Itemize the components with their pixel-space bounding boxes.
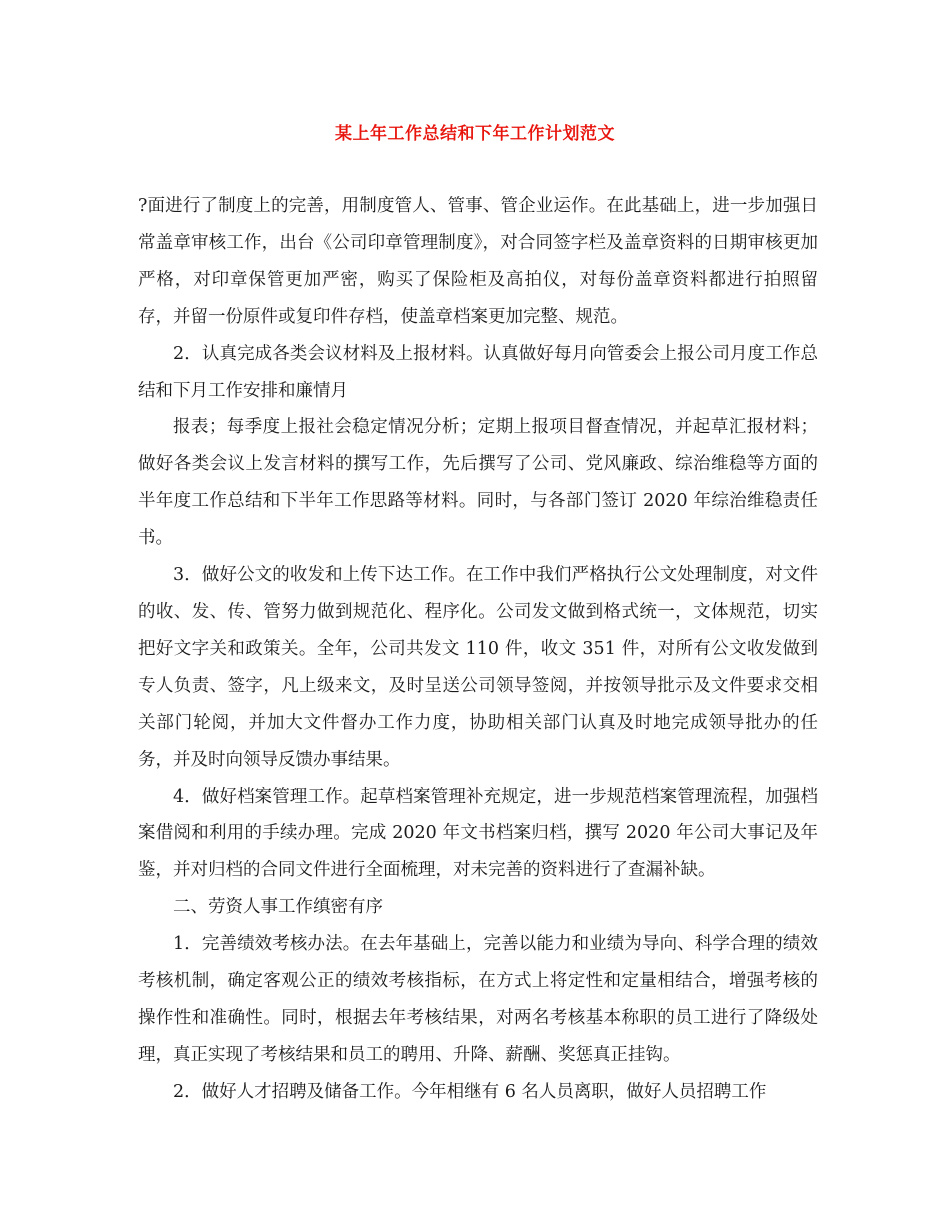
paragraph-document-handling: 3．做好公文的收发和上传下达工作。在工作中我们严格执行公文处理制度，对文件的收、发、传、管努力做到规范化、程序化。公司发文做到格式统一，文体规范，切实把好文字关和政策关。全年，公司共发文 110 件，收文 351 件，对所有公文收发做到专人负责、签字，凡上级来文，及时呈送公司领导签阅，并按领导批示及文件要求交相关部门轮阅，并加大文件督办工作力度，协助相关部门认真及时地完成领导批办的任务，并及时向领导反馈办事结果。 <box>138 565 818 770</box>
paragraph-archive-management: 4．做好档案管理工作。起草档案管理补充规定，进一步规范档案管理流程，加强档案借阅和利用的手续办理。完成 2020 年文书档案归档，撰写 2020 年公司大事记及年鉴，并对归档的合同文件进行全面梳理，对未完善的资料进行了查漏补缺。 <box>138 786 818 881</box>
document-title: 某上年工作总结和下年工作计划范文 <box>335 124 615 144</box>
paragraph-seal-management: ?面进行了制度上的完善，用制度管人、管事、管企业运作。在此基础上，进一步加强日常盖章审核工作，出台《公司印章管理制度》，对合同签字栏及盖章资料的日期审核更加严格，对印章保管更加严密，购买了保险柜及高拍仪，对每份盖章资料都进行拍照留存，并留一份原件或复印件存档，使盖章档案更加完整、规范。 <box>138 196 818 327</box>
document-body <box>138 188 818 1111</box>
section-heading-hr: 二、劳资人事工作缜密有序 <box>173 897 383 918</box>
paragraph-performance-appraisal: 1．完善绩效考核办法。在去年基础上，完善以能力和业绩为导向、科学合理的绩效考核机制，确定客观公正的绩效考核指标，在方式上将定性和定量相结合，增强考核的操作性和准确性。同时，根据去年考核结果，对两名考核基本称职的员工进行了降级处理，真正实现了考核结果和员工的聘用、升降、薪酬、奖惩真正挂钩。 <box>138 934 818 1065</box>
paragraph-reports: 报表；每季度上报社会稳定情况分析；定期上报项目督查情况，并起草汇报材料；做好各类会议上发言材料的撰写工作，先后撰写了公司、党风廉政、综治维稳等方面的半年度工作总结和下半年工作思路等材料。同时，与各部门签订 2020 年综治维稳责任书。 <box>138 417 818 549</box>
paragraph-meeting-materials: 2．认真完成各类会议材料及上报材料。认真做好每月向管委会上报公司月度工作总结和下月工作安排和廉情月 <box>138 343 818 401</box>
paragraph-recruitment: 2．做好人才招聘及储备工作。今年相继有 6 名人员离职，做好人员招聘工作 <box>173 1081 767 1102</box>
